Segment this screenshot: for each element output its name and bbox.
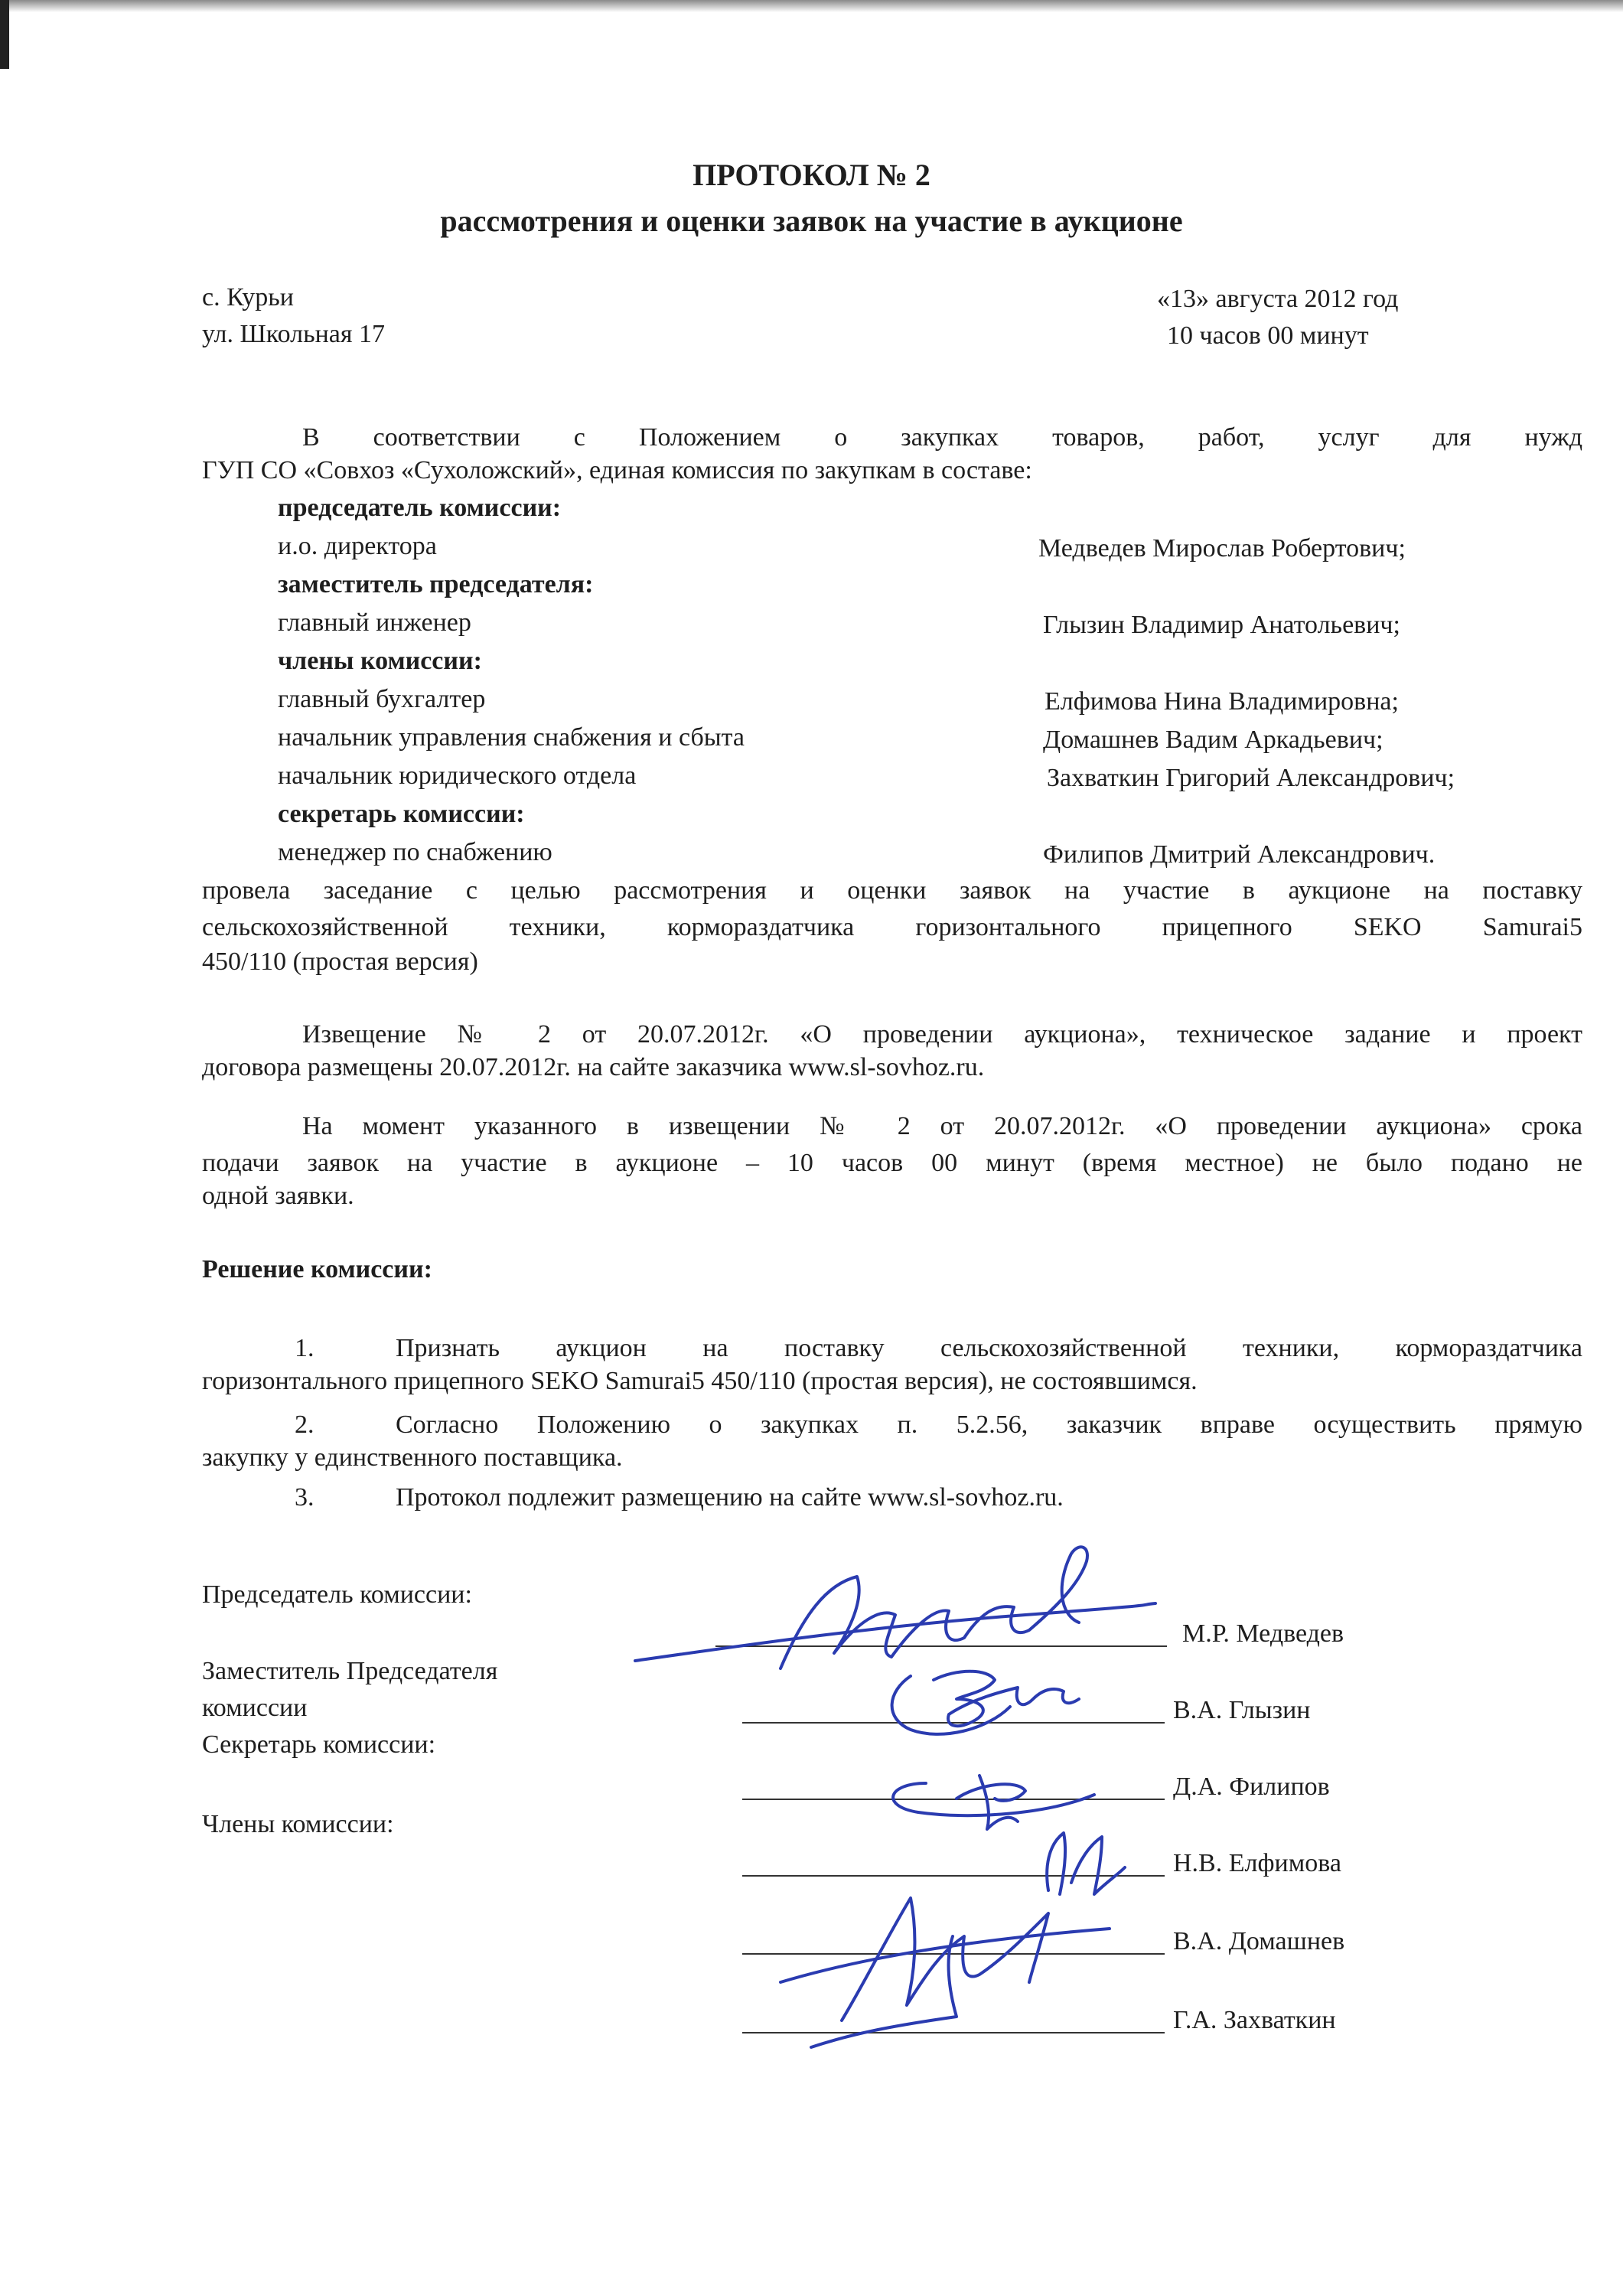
signature-label-chair: Председатель комиссии: [202, 1580, 472, 1609]
handwritten-signature-member-2 [765, 1867, 1125, 2066]
deadline-line-2: подачи заявок на участие в аукционе – 10 часов 00 минут (время местное) не было подано не [202, 1149, 1582, 1177]
decision-item-3 [295, 1483, 1064, 1512]
decision-item-2-number: 2. [295, 1411, 314, 1439]
decision-item-1-cont: горизонтального прицепного SEKO Samurai5 450/110 (простая версия), не состоявшимся. [202, 1367, 1198, 1395]
chair-role: и.о. директора [278, 532, 437, 560]
notice-line-1: Извещение № 2 от 20.07.2012г. «О проведении аукциона», техническое задание и проект [302, 1020, 1582, 1049]
meeting-time: 10 часов 00 минут [1167, 321, 1369, 350]
deputy-name: Глызин Владимир Анатольевич; [1043, 611, 1400, 639]
secretary-role: менеджер по снабжению [278, 838, 552, 866]
chair-name: Медведев Мирослав Робертович; [1038, 534, 1406, 563]
decision-item-1-number: 1. [295, 1334, 314, 1362]
signature-label-secretary: Секретарь комиссии: [202, 1730, 436, 1759]
purpose-line-2: сельскохозяйственной техники, кормораздатчика горизонтального прицепного SEKO Samurai5 [202, 913, 1582, 941]
decision-item-2-cont: закупку у единственного поставщика. [202, 1443, 623, 1472]
scan-shadow-top [0, 0, 1623, 12]
purpose-line-3: 450/110 (простая версия) [202, 947, 478, 976]
decision-item-1 [295, 1330, 1582, 1367]
deadline-line-1: На момент указанного в извещении № 2 от 20.07.2012г. «О проведении аукциона» срока [302, 1112, 1582, 1140]
signature-name-member-1: Н.В. Елфимова [1173, 1849, 1341, 1877]
signature-name-deputy: В.А. Глызин [1173, 1696, 1311, 1724]
intro-line-2: ГУП СО «Совхоз «Сухоложский», единая комиссия по закупкам в составе: [202, 456, 1032, 484]
decision-item-2-text: Согласно Положению о закупках п. 5.2.56, заказчик вправе осуществить прямую [396, 1411, 1582, 1439]
intro-line-1: В соответствии с Положением о закупках товаров, работ, услуг для нужд [302, 423, 1582, 452]
meeting-date: «13» августа 2012 год [1157, 285, 1399, 313]
purpose-line-1: провела заседание с целью рассмотрения и оценки заявок на участие в аукционе на поставку [202, 876, 1582, 905]
signature-label-deputy-1: Заместитель Председателя [202, 1657, 498, 1685]
location-street: ул. Школьная 17 [202, 320, 386, 348]
signature-name-member-2: В.А. Домашнев [1173, 1927, 1345, 1955]
member-2-name: Домашнев Вадим Аркадьевич; [1043, 726, 1383, 754]
deadline-line-3: одной заявки. [202, 1182, 354, 1210]
deputy-role: главный инженер [278, 608, 471, 637]
signature-label-members: Члены комиссии: [202, 1810, 394, 1838]
notice-line-2: договора размещены 20.07.2012г. на сайте заказчика www.sl-sovhoz.ru. [202, 1053, 985, 1081]
document-title: ПРОТОКОЛ № 2 [693, 158, 930, 192]
secretary-name: Филипов Дмитрий Александрович. [1043, 840, 1436, 869]
signature-name-secretary: Д.А. Филипов [1173, 1773, 1330, 1801]
member-1-name: Елфимова Нина Владимировна; [1045, 687, 1399, 716]
deputy-heading: заместитель председателя: [278, 570, 594, 598]
decision-item-3-text: Протокол подлежит размещению на сайте www.sl-sovhoz.ru. [396, 1483, 1064, 1512]
scan-shadow-edge [0, 0, 9, 69]
decision-heading: Решение комиссии: [202, 1255, 432, 1283]
members-heading: члены комиссии: [278, 647, 482, 675]
signature-label-deputy-2: комиссии [202, 1694, 308, 1722]
member-2-role: начальник управления снабжения и сбыта [278, 723, 745, 752]
member-3-role: начальник юридического отдела [278, 762, 637, 790]
handwritten-signature-deputy [880, 1645, 1133, 1745]
secretary-heading: секретарь комиссии: [278, 800, 525, 828]
document-subtitle: рассмотрения и оценки заявок на участие в аукционе [440, 204, 1183, 238]
decision-item-1-text: Признать аукцион на поставку сельскохозяйственной техники, кормораздатчика [396, 1334, 1582, 1362]
signature-name-member-3: Г.А. Захваткин [1173, 2006, 1336, 2034]
chair-heading: председатель комиссии: [278, 494, 562, 522]
decision-item-2 [295, 1407, 1582, 1443]
decision-item-3-number: 3. [295, 1483, 314, 1512]
location-village: с. Курьи [202, 283, 294, 311]
member-1-role: главный бухгалтер [278, 685, 486, 713]
signature-name-chair: М.Р. Медведев [1182, 1619, 1344, 1648]
member-3-name: Захваткин Григорий Александрович; [1047, 764, 1455, 792]
